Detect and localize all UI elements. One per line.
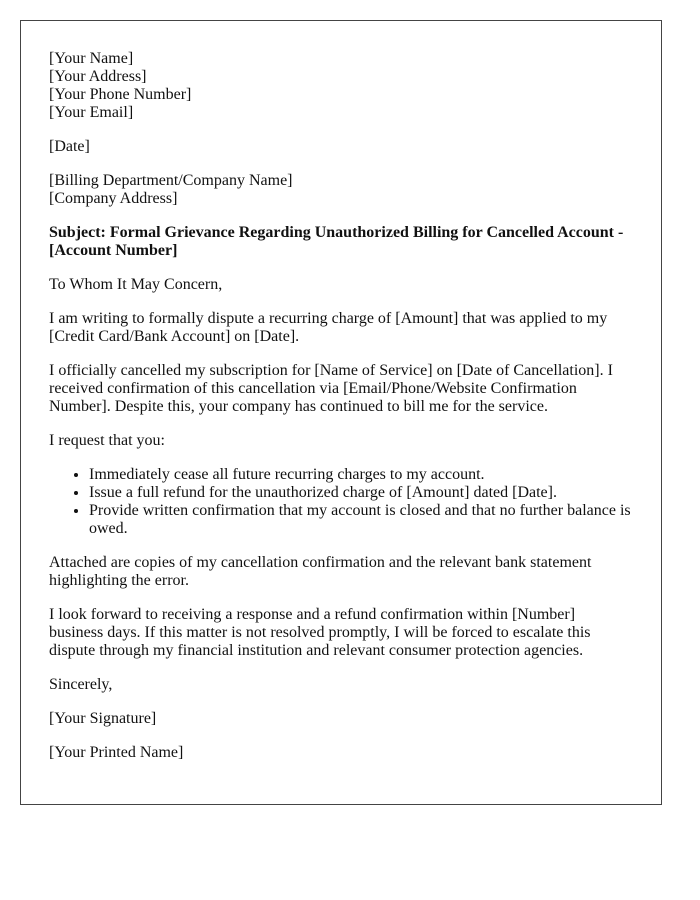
sender-address: [Your Address] xyxy=(49,68,147,85)
letter-date: [Date] xyxy=(49,138,90,155)
letter xyxy=(20,20,662,805)
printed-name: [Your Printed Name] xyxy=(49,744,184,761)
list-item: • Provide written confirmation that my account is closed and that no further balance is owed. xyxy=(89,502,633,538)
recipient-address: [Company Address] xyxy=(49,190,178,207)
sender-phone: [Your Phone Number] xyxy=(49,86,192,103)
sender-email: [Your Email] xyxy=(49,104,134,121)
recipient-block xyxy=(49,172,633,208)
signature: [Your Signature] xyxy=(49,710,157,727)
body-paragraph: I request that you: xyxy=(49,432,165,449)
body-paragraph: Attached are copies of my cancellation confirmation and the relevant bank statement highlighting the error. xyxy=(49,554,592,589)
subject-line: Subject: Formal Grievance Regarding Unauthorized Billing for Cancelled Account - [Account Number] xyxy=(49,224,624,259)
salutation: To Whom It May Concern, xyxy=(49,276,223,293)
signoff: Sincerely, xyxy=(49,676,113,693)
body-paragraph: I look forward to receiving a response and a refund confirmation within [Number] business days. If this matter is not resolved promptly, I will be forced to escalate this dispute through my financial institution and relevant consumer protection agencies. xyxy=(49,606,591,659)
list-item: • Immediately cease all future recurring charges to my account. xyxy=(89,466,633,484)
sender-block xyxy=(49,50,633,122)
body-paragraph: I am writing to formally dispute a recurring charge of [Amount] that was applied to my [Credit Card/Bank Account] on [Date]. xyxy=(49,310,608,345)
sender-name: [Your Name] xyxy=(49,50,134,67)
list-item: • Issue a full refund for the unauthorized charge of [Amount] dated [Date]. xyxy=(89,484,633,502)
body-paragraph: I officially cancelled my subscription for [Name of Service] on [Date of Cancellation]. I received confirmation of this cancellation via [Email/Phone/Website Confirmation Number]. Despite this, your company has continued to bill me for the service. xyxy=(49,362,613,415)
recipient-company: [Billing Department/Company Name] xyxy=(49,172,293,189)
request-list xyxy=(49,466,633,538)
